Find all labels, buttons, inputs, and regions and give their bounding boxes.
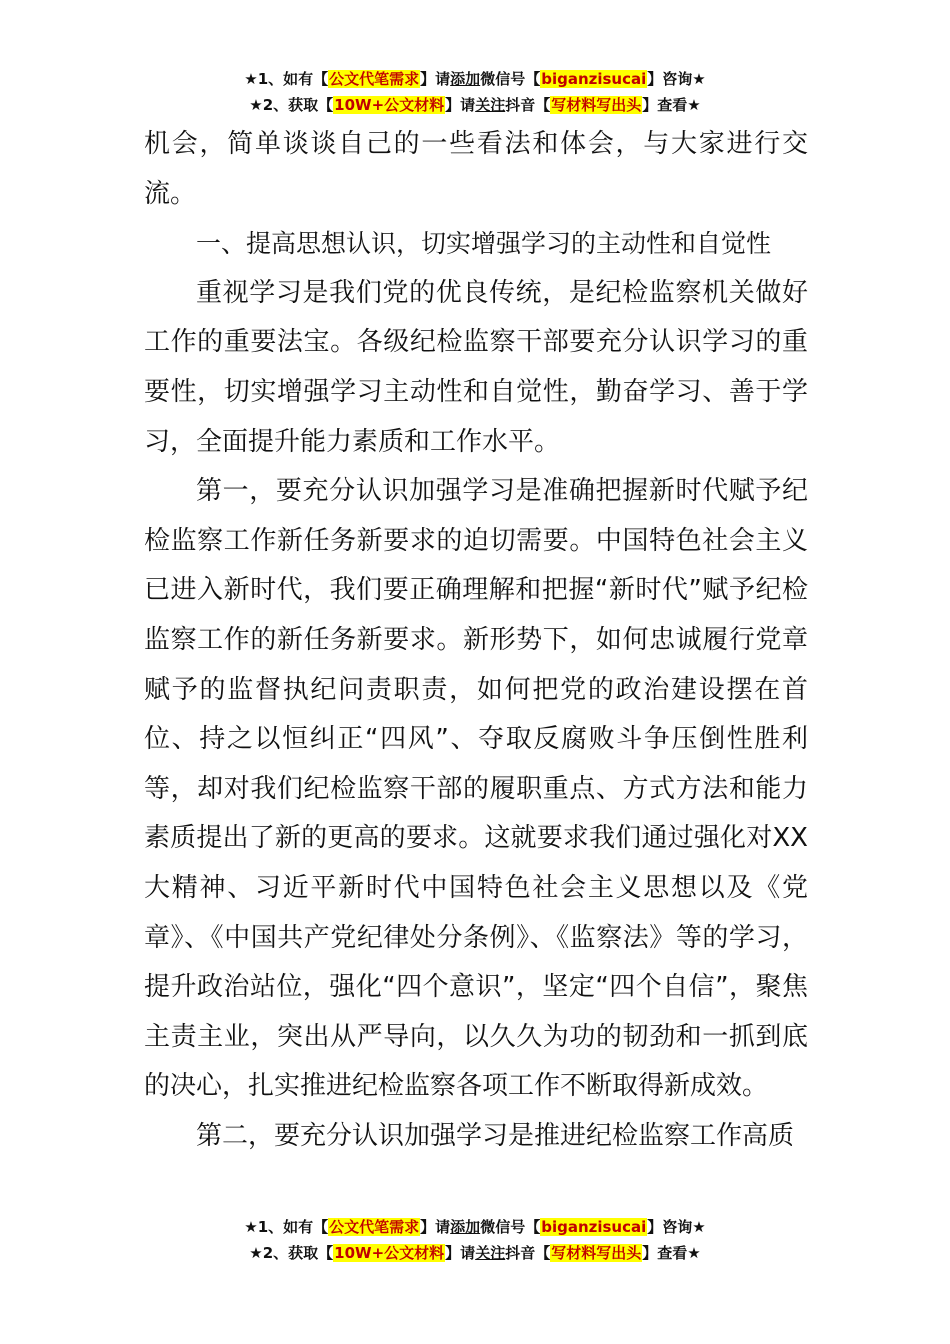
promo-line-1 [0, 66, 950, 92]
promo-text: 】请 [420, 1218, 451, 1236]
promo-line-2 [0, 92, 950, 118]
star-icon: ★ [687, 96, 701, 114]
promo-highlight-douyin-account: 写材料写出头 [551, 96, 642, 114]
promo-line-2 [0, 1240, 950, 1266]
promo-text: 】请 [420, 70, 451, 88]
promo-text: 2、获取【 [262, 96, 334, 114]
promo-highlight-materials: 10W+公文材料 [334, 1244, 445, 1262]
paragraph: 第一，要充分认识加强学习是准确把握新时代赋予纪检监察工作新任务新要求的迫切需要。中国特色社会主义已进入新时代，我们要正确理解和把握“新时代”赋予纪检监察工作的新任务新要求。新形势下，如何忠诚履行党章赋予的监督执纪问责职责，如何把党的政治建设摆在首位、持之以恒纠正“四风”、夺取反腐败斗争压倒性胜利等，却对我们纪检监察干部的履职重点、方式方法和能力素质提出了新的更高的要求。这就要求我们通过强化对XX大精神、习近平新时代中国特色社会主义思想以及《党章》、《中国共产党纪律处分条例》、《监察法》等的学习，提升政治站位，强化“四个意识”，坚定“四个自信”，聚焦主责主业，突出从严导向，以久久为功的韧劲和一抓到底的决心，扎实推进纪检监察各项工作不断取得新成效。 [144, 476, 808, 1102]
promo-text: 】咨询 [647, 70, 693, 88]
promo-highlight-service: 公文代笔需求 [329, 70, 420, 88]
promo-text: 1、如有【 [257, 70, 329, 88]
promo-text: 】查看 [642, 1244, 688, 1262]
paragraph-continuation: 机会，简单谈谈自己的一些看法和体会，与大家进行交流。 [144, 129, 808, 209]
promo-highlight-materials: 10W+公文材料 [334, 96, 445, 114]
star-icon: ★ [244, 1218, 258, 1236]
promo-underlined-text: 添加 [450, 70, 481, 88]
promo-underlined-text: 关注 [475, 1244, 506, 1262]
star-icon: ★ [249, 1244, 263, 1262]
document-body [144, 120, 808, 1161]
promo-line-1 [0, 1214, 950, 1240]
promo-text: 2、获取【 [262, 1244, 334, 1262]
promo-highlight-service: 公文代笔需求 [329, 1218, 420, 1236]
promo-banner-top [0, 66, 950, 118]
promo-text: 抖音【 [505, 96, 551, 114]
promo-text: 微信号【 [480, 1218, 541, 1236]
star-icon: ★ [244, 70, 258, 88]
promo-text: 1、如有【 [257, 1218, 329, 1236]
star-icon: ★ [687, 1244, 701, 1262]
star-icon: ★ [692, 70, 706, 88]
promo-text: 】请 [445, 96, 476, 114]
paragraph: 重视学习是我们党的优良传统，是纪检监察机关做好工作的重要法宝。各级纪检监察干部要充分认识学习的重要性，切实增强学习主动性和自觉性，勤奋学习、善于学习，全面提升能力素质和工作水平。 [144, 277, 808, 457]
star-icon: ★ [249, 96, 263, 114]
promo-text: 】查看 [642, 96, 688, 114]
promo-text: 抖音【 [505, 1244, 551, 1262]
section-heading: 一、提高思想认识，切实增强学习的主动性和自觉性 [196, 229, 772, 259]
promo-underlined-text: 添加 [450, 1218, 481, 1236]
promo-highlight-douyin-account: 写材料写出头 [551, 1244, 642, 1262]
promo-highlight-wechat-id: biganzisucai [541, 70, 647, 88]
promo-text: 】咨询 [647, 1218, 693, 1236]
promo-underlined-text: 关注 [475, 96, 506, 114]
promo-highlight-wechat-id: biganzisucai [541, 1218, 647, 1236]
promo-text: 】请 [445, 1244, 476, 1262]
star-icon: ★ [692, 1218, 706, 1236]
promo-text: 微信号【 [480, 70, 541, 88]
paragraph: 第二，要充分认识加强学习是推进纪检监察工作高质 [196, 1120, 795, 1151]
promo-banner-bottom [0, 1214, 950, 1266]
